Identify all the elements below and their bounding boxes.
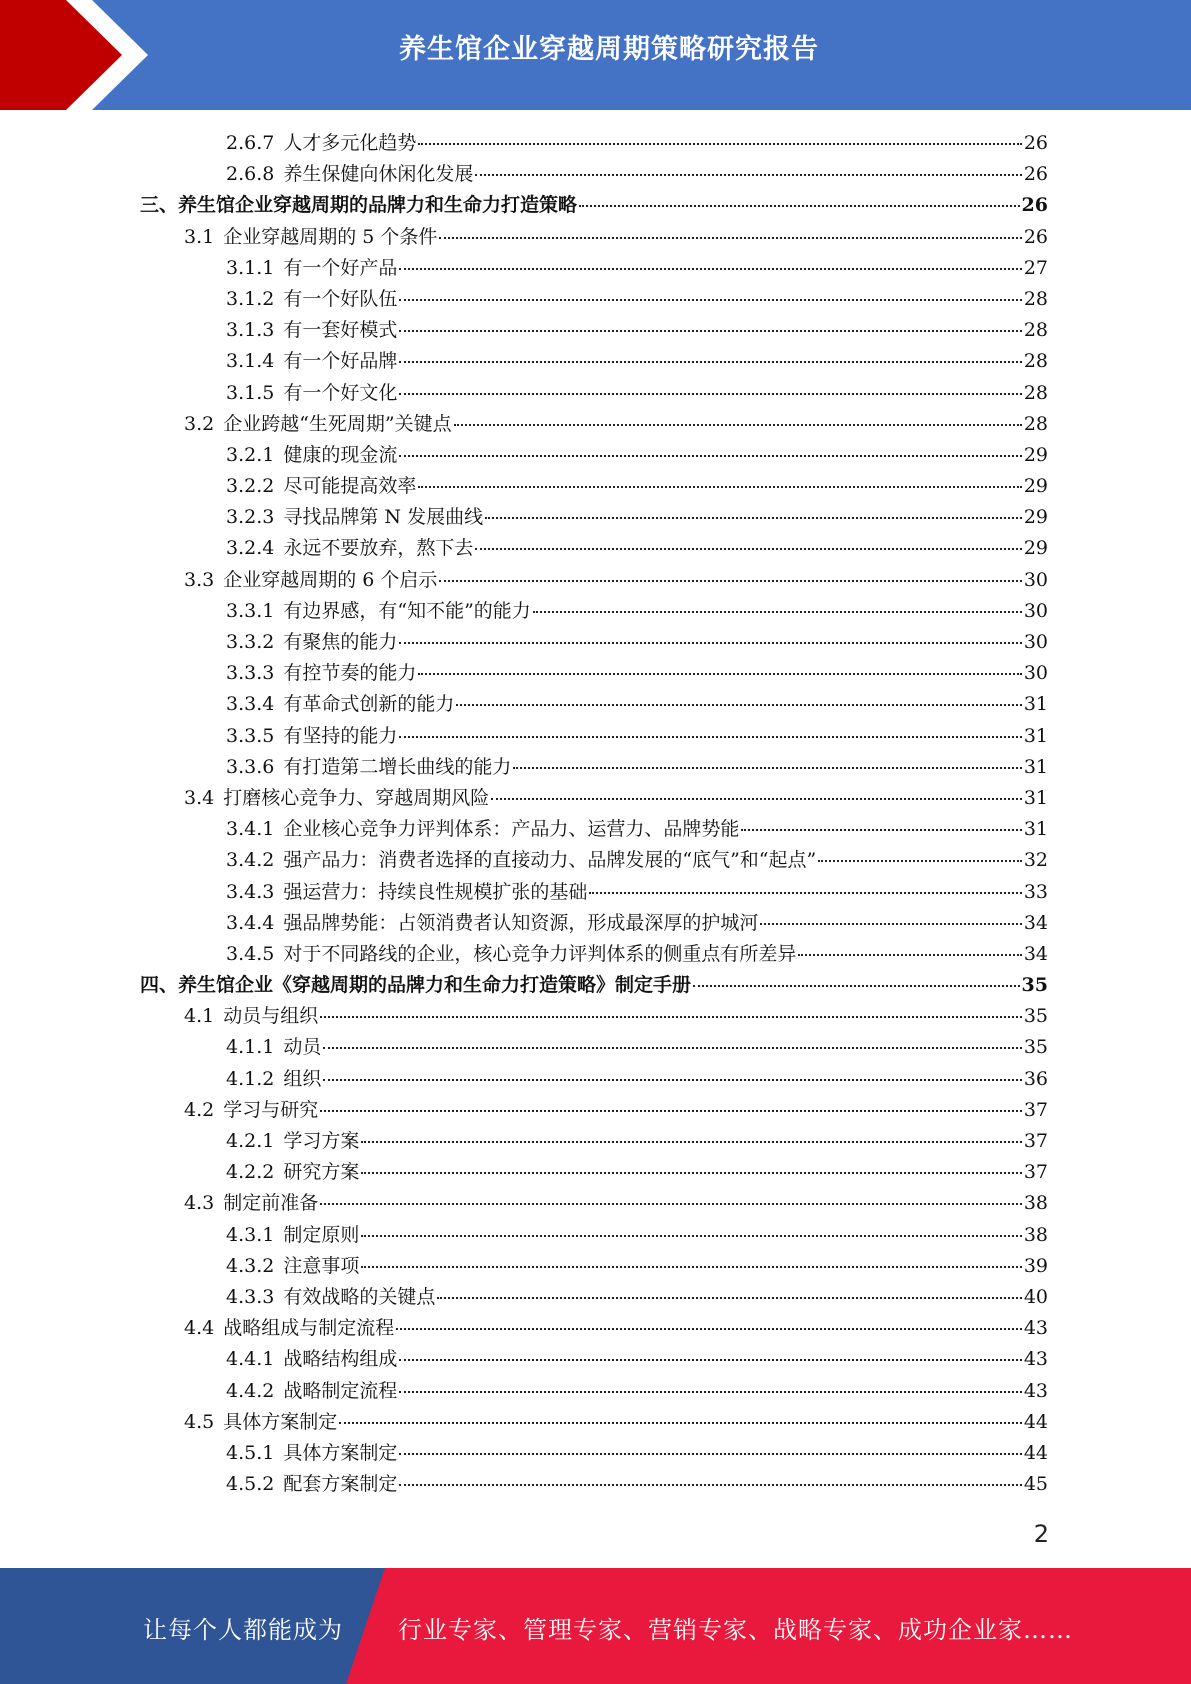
toc-entry-page: 29 xyxy=(1023,475,1048,498)
toc-entry-title: 强运营力：持续良性规模扩张的基础 xyxy=(283,880,588,903)
toc-entry-number: 3.1 xyxy=(184,225,215,248)
toc-dot-leader xyxy=(320,1203,1022,1205)
toc-entry-number: 4.1.1 xyxy=(226,1036,275,1059)
toc-entry-title: 战略结构组成 xyxy=(283,1348,398,1371)
toc-entry-page: 28 xyxy=(1023,350,1048,373)
toc-dot-leader xyxy=(513,767,1021,769)
toc-entry-page: 37 xyxy=(1023,1098,1048,1121)
toc-entry[interactable] xyxy=(140,222,1048,253)
toc-entry[interactable] xyxy=(140,752,1048,783)
toc-entry-title: 养生馆企业《穿越周期的品牌力和生命力打造策略》制定手册 xyxy=(178,974,692,997)
toc-entry-page: 38 xyxy=(1023,1223,1048,1246)
toc-entry-number: 3.4.2 xyxy=(226,849,275,872)
toc-entry-title: 研究方案 xyxy=(283,1161,360,1184)
toc-entry-title: 有一个好品牌 xyxy=(283,350,398,373)
toc-entry-page: 28 xyxy=(1023,287,1048,310)
toc-dot-leader xyxy=(589,892,1021,894)
toc-entry-number: 3.3.6 xyxy=(226,755,275,778)
toc-entry-title: 养生馆企业穿越周期的品牌力和生命力打造策略 xyxy=(178,194,578,217)
toc-entry-page: 33 xyxy=(1023,880,1048,903)
toc-entry[interactable] xyxy=(140,908,1048,939)
toc-entry-title: 企业穿越周期的 6 个启示 xyxy=(223,568,438,591)
toc-entry-title: 有坚持的能力 xyxy=(283,724,398,747)
toc-entry-title: 尽可能提高效率 xyxy=(283,475,417,498)
toc-dot-leader xyxy=(818,860,1022,862)
toc-entry-title: 健康的现金流 xyxy=(283,443,398,466)
toc-entry-number: 3.2.3 xyxy=(226,506,275,529)
toc-dot-leader xyxy=(339,1422,1022,1424)
toc-entry-page: 44 xyxy=(1023,1410,1048,1433)
toc-entry-title: 有打造第二增长曲线的能力 xyxy=(283,755,512,778)
toc-entry[interactable] xyxy=(140,783,1048,814)
toc-entry-number: 3.3.5 xyxy=(226,724,275,747)
toc-dot-leader xyxy=(399,361,1021,363)
toc-entry-title: 永远不要放弃，熬下去 xyxy=(283,537,474,560)
toc-entry-page: 29 xyxy=(1023,443,1048,466)
toc-entry-page: 37 xyxy=(1023,1161,1048,1184)
toc-entry[interactable] xyxy=(140,440,1048,471)
toc-entry[interactable] xyxy=(140,1001,1048,1032)
toc-entry-page: 26 xyxy=(1023,132,1048,154)
toc-entry-page: 43 xyxy=(1023,1379,1048,1402)
toc-entry[interactable] xyxy=(140,1344,1048,1375)
toc-entry[interactable] xyxy=(140,939,1048,970)
toc-entry-title: 强产品力：消费者选择的直接动力、品牌发展的“底气”和“起点” xyxy=(283,849,817,872)
toc-entry-number: 4.3.1 xyxy=(226,1223,275,1246)
toc-entry-page: 28 xyxy=(1023,381,1048,404)
toc-dot-leader xyxy=(533,611,1022,613)
toc-entry-title: 有效战略的关键点 xyxy=(283,1285,436,1308)
toc-entry-number: 3.3.2 xyxy=(226,631,275,653)
toc-entry[interactable] xyxy=(140,689,1048,720)
toc-entry[interactable] xyxy=(140,1313,1048,1344)
toc-entry[interactable] xyxy=(140,1407,1048,1438)
toc-entry-number: 4.3.2 xyxy=(226,1254,275,1277)
toc-entry-page: 34 xyxy=(1023,942,1048,965)
toc-entry[interactable] xyxy=(140,1095,1048,1126)
toc-entry-number: 4.1 xyxy=(184,1005,215,1028)
toc-entry-page: 44 xyxy=(1023,1441,1048,1464)
toc-dot-leader xyxy=(361,1235,1021,1237)
toc-entry-number: 4.4 xyxy=(184,1317,215,1340)
toc-entry-number: 3.3.4 xyxy=(226,693,275,716)
toc-entry-title: 有革命式创新的能力 xyxy=(283,693,455,716)
toc-entry-number: 3.4.5 xyxy=(226,942,275,965)
toc-entry-title: 学习方案 xyxy=(283,1130,360,1152)
toc-entry-page: 36 xyxy=(1023,1067,1048,1090)
toc-entry-number: 3.2.1 xyxy=(226,443,275,466)
toc-entry-page: 30 xyxy=(1023,568,1048,591)
toc-entry-title: 组织 xyxy=(283,1067,322,1090)
toc-entry[interactable] xyxy=(140,409,1048,440)
toc-dot-leader xyxy=(399,1484,1021,1486)
toc-dot-leader xyxy=(439,237,1021,239)
toc-dot-leader xyxy=(760,923,1021,925)
toc-dot-leader xyxy=(454,424,1022,426)
toc-dot-leader xyxy=(579,205,1020,207)
toc-entry-number: 4.2 xyxy=(184,1098,215,1121)
toc-entry-number: 2.6.7 xyxy=(226,132,275,154)
toc-dot-leader xyxy=(475,548,1021,550)
toc-entry[interactable] xyxy=(140,877,1048,908)
toc-entry[interactable] xyxy=(140,190,1048,221)
document-title: 养生馆企业穿越周期策略研究报告 xyxy=(399,34,819,65)
toc-entry-number: 3.4 xyxy=(184,786,215,809)
toc-entry-page: 31 xyxy=(1023,818,1048,841)
toc-dot-leader xyxy=(399,268,1021,270)
toc-entry-page: 31 xyxy=(1023,724,1048,747)
toc-dot-leader xyxy=(399,330,1021,332)
toc-entry[interactable] xyxy=(140,378,1048,409)
toc-entry-title: 动员与组织 xyxy=(223,1005,319,1028)
toc-dot-leader xyxy=(361,1266,1021,1268)
toc-entry-number: 3.2.2 xyxy=(226,475,275,498)
toc-entry[interactable] xyxy=(140,627,1048,658)
toc-entry[interactable] xyxy=(140,1064,1048,1095)
toc-entry[interactable] xyxy=(140,471,1048,502)
toc-entry-page: 31 xyxy=(1023,786,1048,809)
toc-entry[interactable] xyxy=(140,814,1048,845)
toc-entry-title: 有一个好产品 xyxy=(283,256,398,279)
toc-entry-title: 配套方案制定 xyxy=(283,1473,398,1496)
toc-entry[interactable] xyxy=(140,1157,1048,1188)
toc-entry[interactable] xyxy=(140,1188,1048,1219)
toc-entry[interactable] xyxy=(140,845,1048,876)
toc-entry-page: 27 xyxy=(1023,256,1048,279)
toc-entry-title: 打磨核心竞争力、穿越周期风险 xyxy=(223,786,490,809)
toc-entry[interactable] xyxy=(140,596,1048,627)
toc-entry-title: 战略制定流程 xyxy=(283,1379,398,1402)
toc-entry[interactable] xyxy=(140,502,1048,533)
toc-entry-title: 学习与研究 xyxy=(223,1098,319,1121)
toc-entry-page: 34 xyxy=(1023,911,1048,934)
toc-entry-title: 企业跨越“生死周期”关键点 xyxy=(223,412,452,435)
toc-entry-title: 战略组成与制定流程 xyxy=(223,1317,395,1340)
toc-entry[interactable] xyxy=(140,658,1048,689)
toc-entry-title: 有一套好模式 xyxy=(283,319,398,342)
toc-entry-page: 40 xyxy=(1023,1285,1048,1308)
toc-entry-page: 31 xyxy=(1023,755,1048,778)
toc-entry-number: 3.3.3 xyxy=(226,662,275,685)
toc-dot-leader xyxy=(323,1047,1021,1049)
toc-dot-leader xyxy=(418,143,1021,145)
toc-entry-page: 37 xyxy=(1023,1130,1048,1152)
toc-entry-page: 26 xyxy=(1023,225,1048,248)
table-of-contents xyxy=(140,128,1048,1500)
toc-dot-leader xyxy=(399,1453,1021,1455)
toc-dot-leader xyxy=(399,642,1021,644)
toc-entry-number: 4.1.2 xyxy=(226,1067,275,1090)
toc-entry-number: 4.5.2 xyxy=(226,1473,275,1496)
toc-entry[interactable] xyxy=(140,1282,1048,1313)
toc-entry-page: 26 xyxy=(1023,163,1048,186)
toc-dot-leader xyxy=(485,517,1022,519)
toc-entry[interactable] xyxy=(140,315,1048,346)
toc-dot-leader xyxy=(361,1172,1021,1174)
toc-dot-leader xyxy=(475,174,1021,176)
toc-entry-page: 30 xyxy=(1023,631,1048,653)
toc-entry[interactable] xyxy=(140,565,1048,596)
toc-entry-page: 43 xyxy=(1023,1317,1048,1340)
toc-entry-page: 35 xyxy=(1021,974,1048,997)
toc-entry-page: 38 xyxy=(1023,1192,1048,1215)
toc-dot-leader xyxy=(399,393,1021,395)
toc-entry[interactable] xyxy=(140,253,1048,284)
toc-entry-title: 制定原则 xyxy=(283,1223,360,1246)
toc-entry-number: 4.4.2 xyxy=(226,1379,275,1402)
toc-dot-leader xyxy=(439,580,1021,582)
toc-entry-number: 3.4.4 xyxy=(226,911,275,934)
toc-entry-number: 4.3.3 xyxy=(226,1285,275,1308)
toc-entry-number: 3.1.3 xyxy=(226,319,275,342)
toc-entry-number: 4.5.1 xyxy=(226,1441,275,1464)
toc-dot-leader xyxy=(399,1359,1021,1361)
toc-entry-title: 有聚焦的能力 xyxy=(283,631,398,653)
toc-entry-title: 具体方案制定 xyxy=(223,1410,338,1433)
toc-dot-leader xyxy=(437,1297,1021,1299)
toc-entry-title: 动员 xyxy=(283,1036,322,1059)
toc-entry[interactable] xyxy=(140,159,1048,190)
toc-entry-number: 3.1.2 xyxy=(226,287,275,310)
toc-dot-leader xyxy=(323,1079,1021,1081)
toc-entry-page: 30 xyxy=(1023,599,1048,622)
toc-entry-number: 4.2.1 xyxy=(226,1130,275,1152)
toc-entry-number: 2.6.8 xyxy=(226,163,275,186)
toc-entry-number: 3.3.1 xyxy=(226,599,275,622)
toc-dot-leader xyxy=(418,486,1021,488)
toc-dot-leader xyxy=(320,1110,1022,1112)
toc-dot-leader xyxy=(399,455,1021,457)
toc-entry-page: 39 xyxy=(1023,1254,1048,1277)
toc-entry-number: 3.2.4 xyxy=(226,537,275,560)
toc-entry-title: 寻找品牌第 N 发展曲线 xyxy=(283,506,484,529)
toc-dot-leader xyxy=(693,985,1020,987)
toc-entry-title: 养生保健向休闲化发展 xyxy=(283,163,474,186)
toc-entry-title: 注意事项 xyxy=(283,1254,360,1277)
toc-entry[interactable] xyxy=(140,1220,1048,1251)
toc-entry-page: 26 xyxy=(1021,194,1048,217)
toc-dot-leader xyxy=(396,1328,1022,1330)
page-footer xyxy=(0,1568,1191,1684)
toc-entry-number: 4.3 xyxy=(184,1192,215,1215)
footer-slogan-left: 让每个人都能成为 xyxy=(143,1616,343,1644)
toc-dot-leader xyxy=(361,1141,1021,1143)
toc-entry-page: 43 xyxy=(1023,1348,1048,1371)
toc-entry-title: 制定前准备 xyxy=(223,1192,319,1215)
toc-dot-leader xyxy=(399,1391,1021,1393)
toc-dot-leader xyxy=(320,1016,1022,1018)
toc-entry-title: 强品牌势能：占领消费者认知资源，形成最深厚的护城河 xyxy=(283,911,759,934)
toc-entry-page: 30 xyxy=(1023,662,1048,685)
toc-entry-page: 31 xyxy=(1023,693,1048,716)
toc-entry[interactable] xyxy=(140,128,1048,159)
toc-entry-page: 29 xyxy=(1023,537,1048,560)
toc-entry-number: 3.4.3 xyxy=(226,880,275,903)
toc-entry-page: 29 xyxy=(1023,506,1048,529)
page-header xyxy=(0,0,1191,110)
toc-entry-title: 有一个好文化 xyxy=(283,381,398,404)
toc-entry[interactable] xyxy=(140,533,1048,564)
toc-dot-leader xyxy=(456,704,1021,706)
toc-dot-leader xyxy=(399,736,1021,738)
footer-slogan-right: 行业专家、管理专家、营销专家、战略专家、成功企业家…… xyxy=(398,1616,1073,1644)
toc-entry-number: 四、 xyxy=(140,974,179,997)
toc-entry-title: 具体方案制定 xyxy=(283,1441,398,1464)
toc-dot-leader xyxy=(741,829,1021,831)
toc-entry-title: 企业穿越周期的 5 个条件 xyxy=(223,225,438,248)
toc-entry-title: 对于不同路线的企业，核心竞争力评判体系的侧重点有所差异 xyxy=(283,942,797,965)
toc-entry-page: 45 xyxy=(1023,1473,1048,1496)
toc-entry[interactable] xyxy=(140,721,1048,752)
toc-entry-number: 3.2 xyxy=(184,412,215,435)
toc-entry[interactable] xyxy=(140,1032,1048,1063)
toc-entry-page: 35 xyxy=(1023,1005,1048,1028)
toc-entry-page: 28 xyxy=(1023,412,1048,435)
toc-entry[interactable] xyxy=(140,346,1048,377)
toc-dot-leader xyxy=(491,798,1022,800)
toc-entry[interactable] xyxy=(140,1438,1048,1469)
toc-entry-page: 35 xyxy=(1023,1036,1048,1059)
toc-entry-title: 企业核心竞争力评判体系：产品力、运营力、品牌势能 xyxy=(283,818,740,841)
toc-entry-number: 4.5 xyxy=(184,1410,215,1433)
toc-entry-title: 有一个好队伍 xyxy=(283,287,398,310)
toc-entry[interactable] xyxy=(140,970,1048,1001)
toc-entry-title: 有边界感，有“知不能”的能力 xyxy=(283,599,531,622)
toc-dot-leader xyxy=(399,299,1021,301)
toc-entry-page: 32 xyxy=(1023,849,1048,872)
toc-entry[interactable] xyxy=(140,1469,1048,1500)
toc-entry-number: 3.3 xyxy=(184,568,215,591)
toc-dot-leader xyxy=(798,954,1021,956)
toc-entry-number: 3.1.5 xyxy=(226,381,275,404)
toc-entry[interactable] xyxy=(140,1376,1048,1407)
toc-entry-number: 三、 xyxy=(140,194,179,217)
toc-entry-number: 4.4.1 xyxy=(226,1348,275,1371)
toc-entry[interactable] xyxy=(140,1126,1048,1157)
toc-entry-number: 3.1.4 xyxy=(226,350,275,373)
toc-entry[interactable] xyxy=(140,1251,1048,1282)
toc-entry-number: 3.1.1 xyxy=(226,256,275,279)
toc-entry[interactable] xyxy=(140,284,1048,315)
toc-entry-page: 28 xyxy=(1023,319,1048,342)
toc-entry-number: 4.2.2 xyxy=(226,1161,275,1184)
toc-entry-title: 有控节奏的能力 xyxy=(283,662,417,685)
toc-dot-leader xyxy=(418,673,1021,675)
toc-entry-number: 3.4.1 xyxy=(226,818,275,841)
page-number: 2 xyxy=(1033,1520,1049,1548)
toc-entry-title: 人才多元化趋势 xyxy=(283,132,417,154)
